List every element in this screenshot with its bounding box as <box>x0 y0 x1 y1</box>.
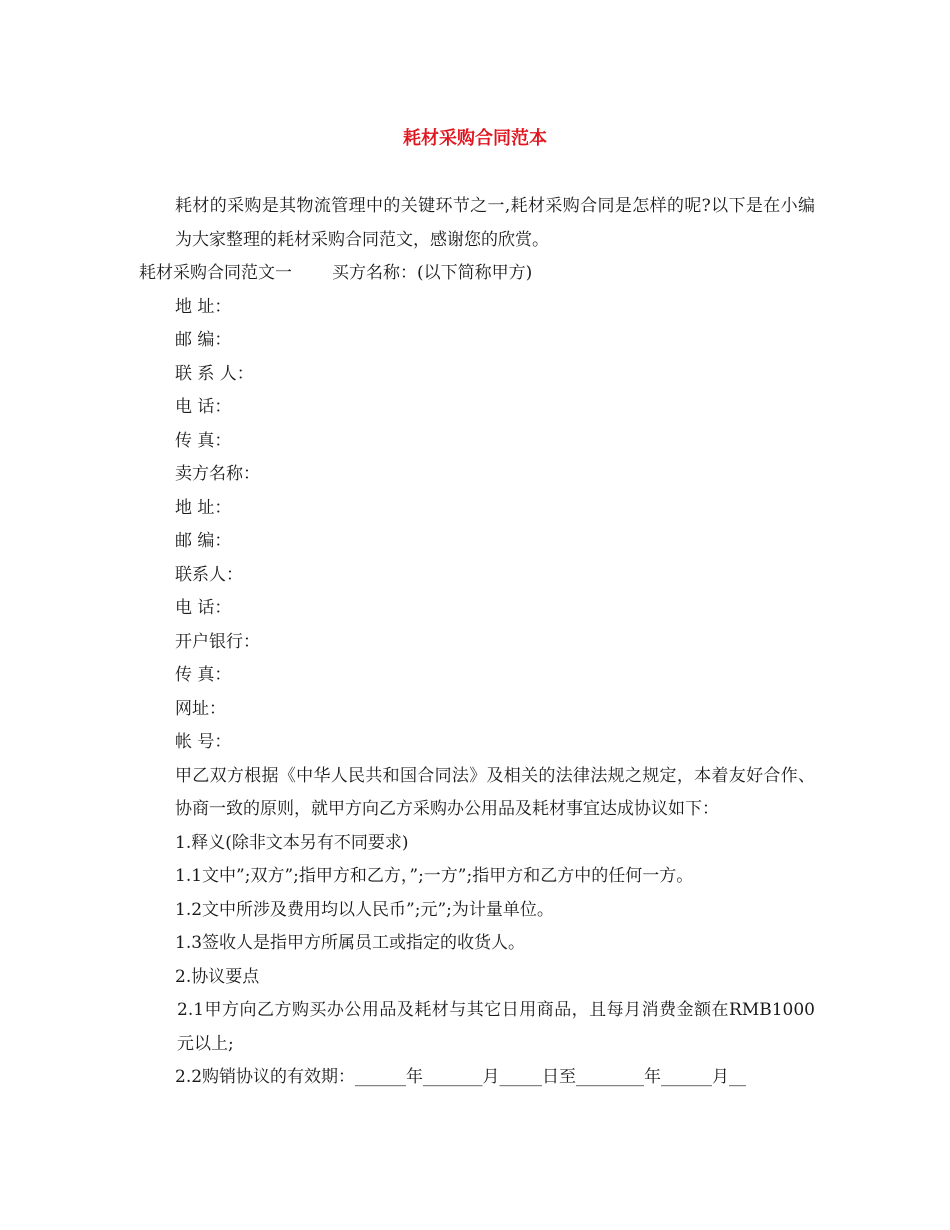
seller-account-label: 帐 号： <box>175 732 232 752</box>
seller-name-label: 卖方名称： <box>175 464 260 484</box>
buyer-contact-label: 联 系 人： <box>175 363 254 384</box>
clause-2: 2.协议要点 <box>175 966 260 987</box>
seller-phone-label: 电 话： <box>175 598 232 618</box>
clause-2-1: 2.1甲方向乙方购买办公用品及耗材与其它日用商品，且每月消费金额在RMB1000元以上; <box>177 1000 815 1054</box>
document-title: 耗材采购合同范本 <box>403 128 547 149</box>
clause-1-1: 1.1文中”;双方”;指甲方和乙方，”;一方”;指甲方和乙方中的任何一方。 <box>175 866 694 886</box>
buyer-postcode-label: 邮 编： <box>175 330 232 350</box>
seller-postcode-label: 邮 编： <box>175 531 232 551</box>
buyer-phone-label: 电 话： <box>175 397 232 417</box>
clause-1: 1.释义(除非文本另有不同要求) <box>175 832 409 853</box>
clause-1-2: 1.2文中所涉及费用均以人民币”;元”;为计量单位。 <box>175 899 554 920</box>
sample-heading: 耗材采购合同范文一 <box>139 263 292 283</box>
buyer-name-label: 买方名称：(以下简称甲方) <box>332 263 533 283</box>
sample-heading-row <box>139 257 815 291</box>
seller-website-label: 网址： <box>175 698 226 719</box>
clause-1-3: 1.3签收人是指甲方所属员工或指定的收货人。 <box>175 933 526 953</box>
buyer-fax-label: 传 真： <box>175 430 232 451</box>
seller-address-label: 地 址： <box>175 497 232 518</box>
clause-2-2: 2.2购销协议的有效期：______年_______月_____日至________年______月__ <box>175 1067 747 1087</box>
seller-bank-label: 开户银行： <box>175 631 260 652</box>
buyer-address-label: 地 址： <box>175 296 232 317</box>
seller-fax-label: 传 真： <box>175 665 232 685</box>
preamble-paragraph: 甲乙双方根据《中华人民共和国合同法》及相关的法律法规之规定，本着友好合作、协商一致的原则，就甲方向乙方采购办公用品及耗材事宜达成协议如下： <box>175 765 815 819</box>
intro-paragraph: 耗材的采购是其物流管理中的关键环节之一,耗材采购合同是怎样的呢?以下是在小编为大家整理的耗材采购合同范文，感谢您的欣赏。 <box>175 196 815 250</box>
seller-contact-label: 联系人： <box>175 564 243 585</box>
document-body <box>139 190 815 1095</box>
